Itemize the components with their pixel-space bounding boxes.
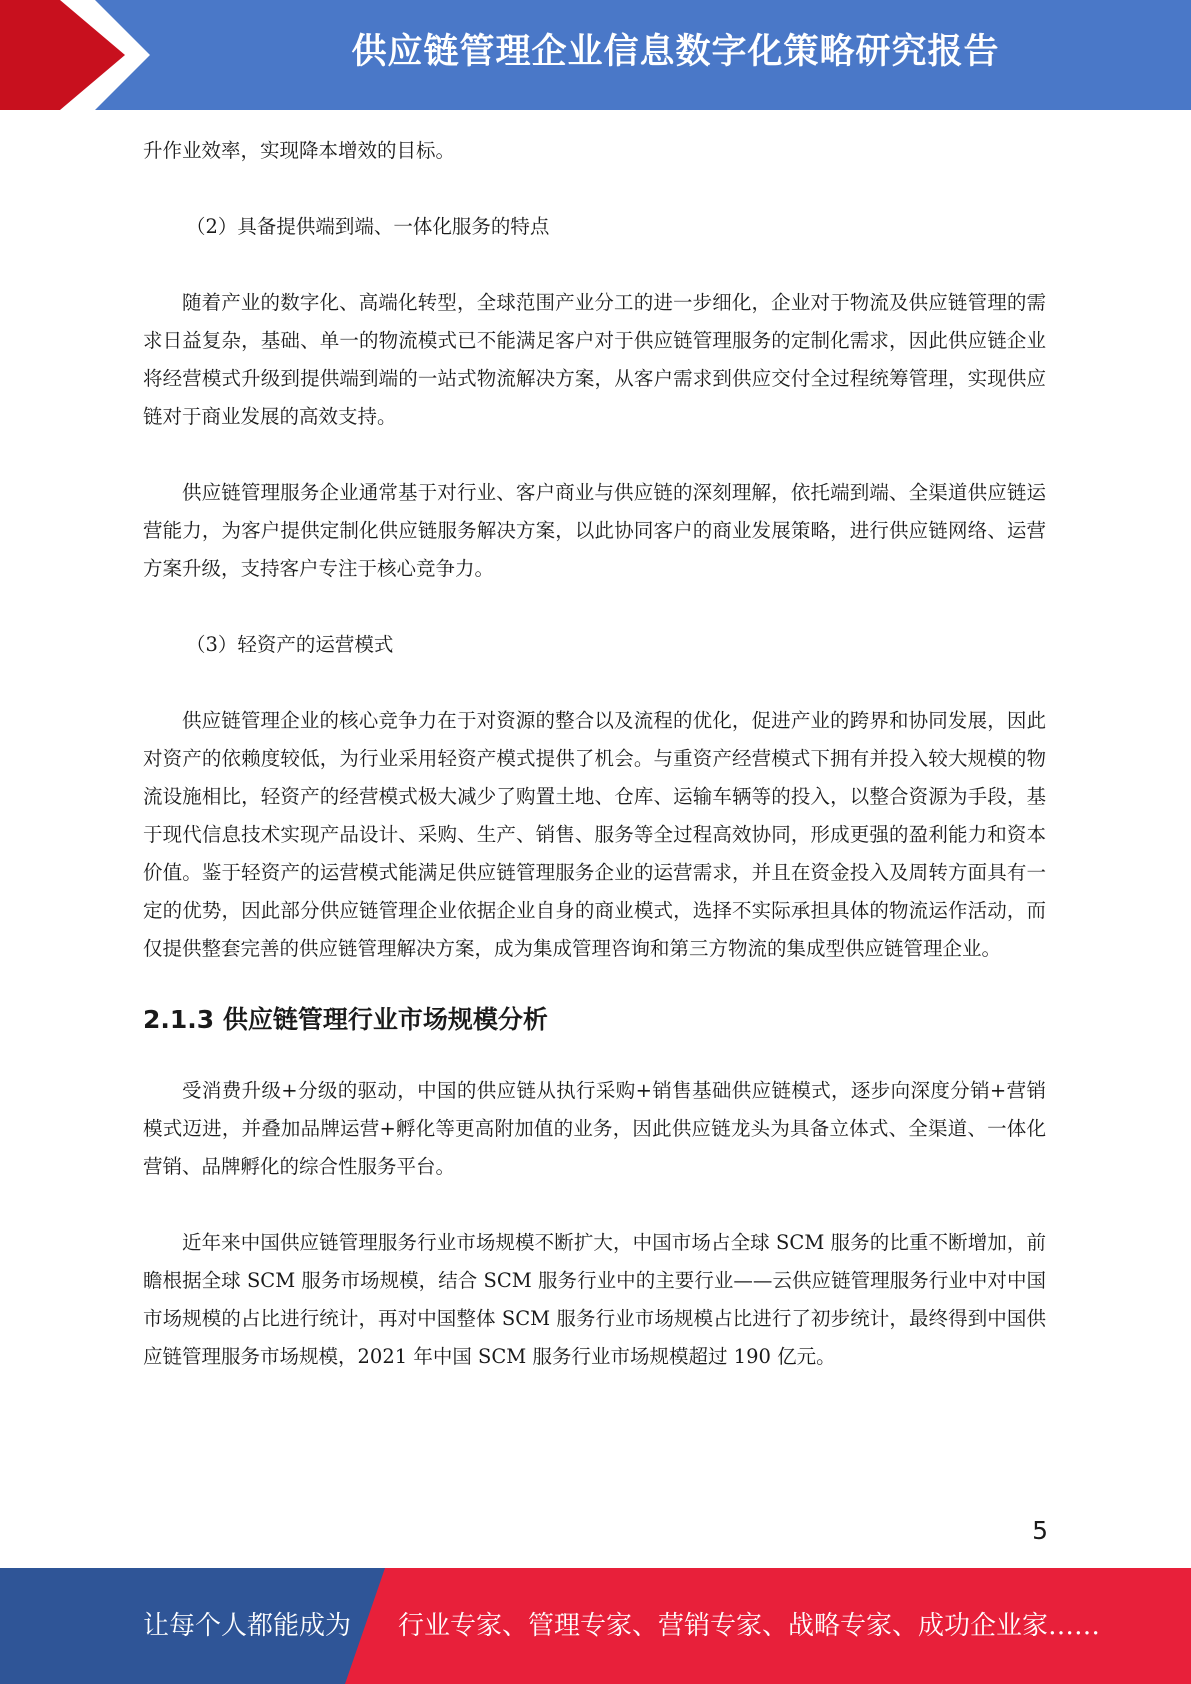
paragraph: 供应链管理服务企业通常基于对行业、客户商业与供应链的深刻理解，依托端到端、全渠道供应链运营能力，为客户提供定制化供应链服务解决方案，以此协同客户的商业发展策略，进行供应链网络、运营方案升级，支持客户专注于核心竞争力。 (143, 481, 1046, 580)
page-footer (0, 1568, 1191, 1684)
footer-slogan-left: 让每个人都能成为 (143, 1611, 352, 1641)
paragraph: 近年来中国供应链管理服务行业市场规模不断扩大，中国市场占全球 SCM 服务的比重不断增加，前瞻根据全球 SCM 服务市场规模，结合 SCM 服务行业中的主要行业——云供应链管理服务行业中对中国市场规模的占比进行统计，再对中国整体 SCM 服务行业市场规模占比进行了初步统计，最终得到中国供应链管理服务市场规模，2021 年中国 SCM 服务行业市场规模超过 190 亿元。 (143, 1231, 1046, 1368)
page-header (0, 0, 1191, 110)
paragraph: 供应链管理企业的核心竞争力在于对资源的整合以及流程的优化，促进产业的跨界和协同发展，因此对资产的依赖度较低，为行业采用轻资产模式提供了机会。与重资产经营模式下拥有并投入较大规模的物流设施相比，轻资产的经营模式极大减少了购置土地、仓库、运输车辆等的投入，以整合资源为手段，基于现代信息技术实现产品设计、采购、生产、销售、服务等全过程高效协同，形成更强的盈利能力和资本价值。鉴于轻资产的运营模式能满足供应链管理服务企业的运营需求，并且在资金投入及周转方面具有一定的优势，因此部分供应链管理企业依据企业自身的商业模式，选择不实际承担具体的物流运作活动，而仅提供整套完善的供应链管理解决方案，成为集成管理咨询和第三方物流的集成型供应链管理企业。 (143, 709, 1046, 960)
page-number: 5 (1032, 1516, 1048, 1545)
paragraph-continuation: 升作业效率，实现降本增效的目标。 (143, 139, 456, 162)
footer-slogan-right: 行业专家、管理专家、营销专家、战略专家、成功企业家…… (398, 1611, 1101, 1641)
paragraph: 随着产业的数字化、高端化转型，全球范围产业分工的进一步细化，企业对于物流及供应链管理的需求日益复杂，基础、单一的物流模式已不能满足客户对于供应链管理服务的定制化需求，因此供应链企业将经营模式升级到提供端到端的一站式物流解决方案，从客户需求到供应交付全过程统筹管理，实现供应链对于商业发展的高效支持。 (143, 291, 1046, 428)
paragraph: 受消费升级+分级的驱动，中国的供应链从执行采购+销售基础供应链模式，逐步向深度分销+营销模式迈进，并叠加品牌运营+孵化等更高附加值的业务，因此供应链龙头为具备立体式、全渠道、一体化营销、品牌孵化的综合性服务平台。 (143, 1079, 1046, 1178)
report-title: 供应链管理企业信息数字化策略研究报告 (351, 32, 1000, 72)
list-item-heading: （2）具备提供端到端、一体化服务的特点 (186, 215, 550, 238)
section-heading: 2.1.3 供应链管理行业市场规模分析 (143, 1005, 548, 1034)
chevron-arrow-icon (0, 0, 160, 110)
page-content (143, 132, 1046, 1376)
list-item-heading: （3）轻资产的运营模式 (186, 633, 394, 656)
